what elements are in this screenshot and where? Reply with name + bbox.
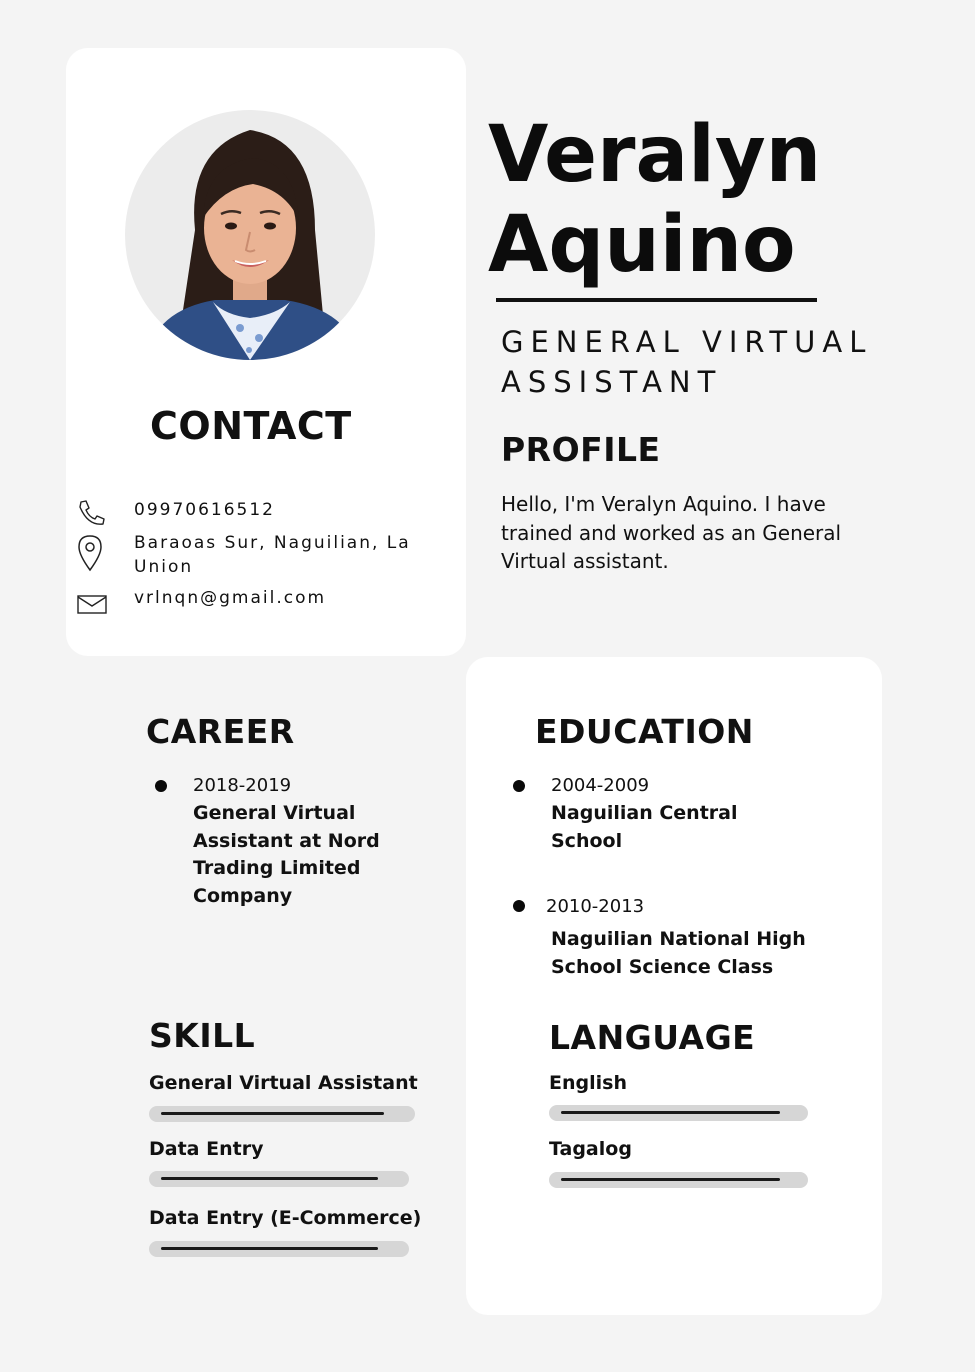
contact-phone-row xyxy=(76,498,275,528)
education-heading: EDUCATION xyxy=(535,712,754,751)
contact-email-row xyxy=(76,588,327,618)
skill-bar xyxy=(149,1106,415,1122)
education-years: 2004-2009 xyxy=(551,775,650,796)
skill-bar xyxy=(149,1171,409,1187)
name-divider xyxy=(496,298,817,302)
envelope-icon xyxy=(76,588,110,618)
skill-label: Data Entry xyxy=(149,1138,264,1160)
education-bullet xyxy=(513,780,525,792)
skill-bar xyxy=(149,1241,409,1257)
language-bar xyxy=(549,1172,808,1188)
education-bullet xyxy=(513,900,525,912)
skill-bar-fill xyxy=(161,1247,378,1250)
profile-text: Hello, I'm Veralyn Aquino. I have trained and worked as an General Virtual assistant. xyxy=(501,492,842,573)
language-bar-fill xyxy=(561,1178,780,1181)
profile-heading: PROFILE xyxy=(501,430,661,469)
language-heading: LANGUAGE xyxy=(549,1018,756,1057)
contact-address: Baraoas Sur, Naguilian, La Union xyxy=(134,533,411,577)
language-label: Tagalog xyxy=(549,1138,632,1160)
last-name: Aquino xyxy=(488,200,796,290)
education-language-card xyxy=(466,657,882,1315)
contact-heading: CONTACT xyxy=(150,404,352,448)
skill-label: Data Entry (E-Commerce) xyxy=(149,1207,422,1229)
location-pin-icon xyxy=(76,531,110,575)
phone-icon xyxy=(76,498,110,528)
career-heading: CAREER xyxy=(146,712,295,751)
first-name: Veralyn xyxy=(488,110,822,200)
skill-bar-fill xyxy=(161,1112,384,1115)
name xyxy=(488,110,821,290)
career-bullet xyxy=(155,780,167,792)
contact-email: vrlnqn@gmail.com xyxy=(134,588,327,608)
education-description: Naguilian Central School xyxy=(551,802,738,852)
contact-address-row xyxy=(76,531,411,577)
career-years: 2018-2019 xyxy=(193,775,292,796)
language-bar xyxy=(549,1105,808,1121)
skill-bar-fill xyxy=(161,1177,378,1180)
profile-photo xyxy=(125,110,375,360)
skill-heading: SKILL xyxy=(149,1016,256,1055)
language-label: English xyxy=(549,1072,627,1094)
skill-label: General Virtual Assistant xyxy=(149,1072,418,1094)
education-description: Naguilian National High School Science Class xyxy=(551,928,806,978)
education-years: 2010-2013 xyxy=(546,896,645,917)
contact-phone: 09970616512 xyxy=(134,500,275,520)
career-description: General Virtual Assistant at Nord Trading Limited Company xyxy=(193,802,380,907)
job-title: GENERAL VIRTUAL ASSISTANT xyxy=(501,325,873,399)
language-bar-fill xyxy=(561,1111,780,1114)
